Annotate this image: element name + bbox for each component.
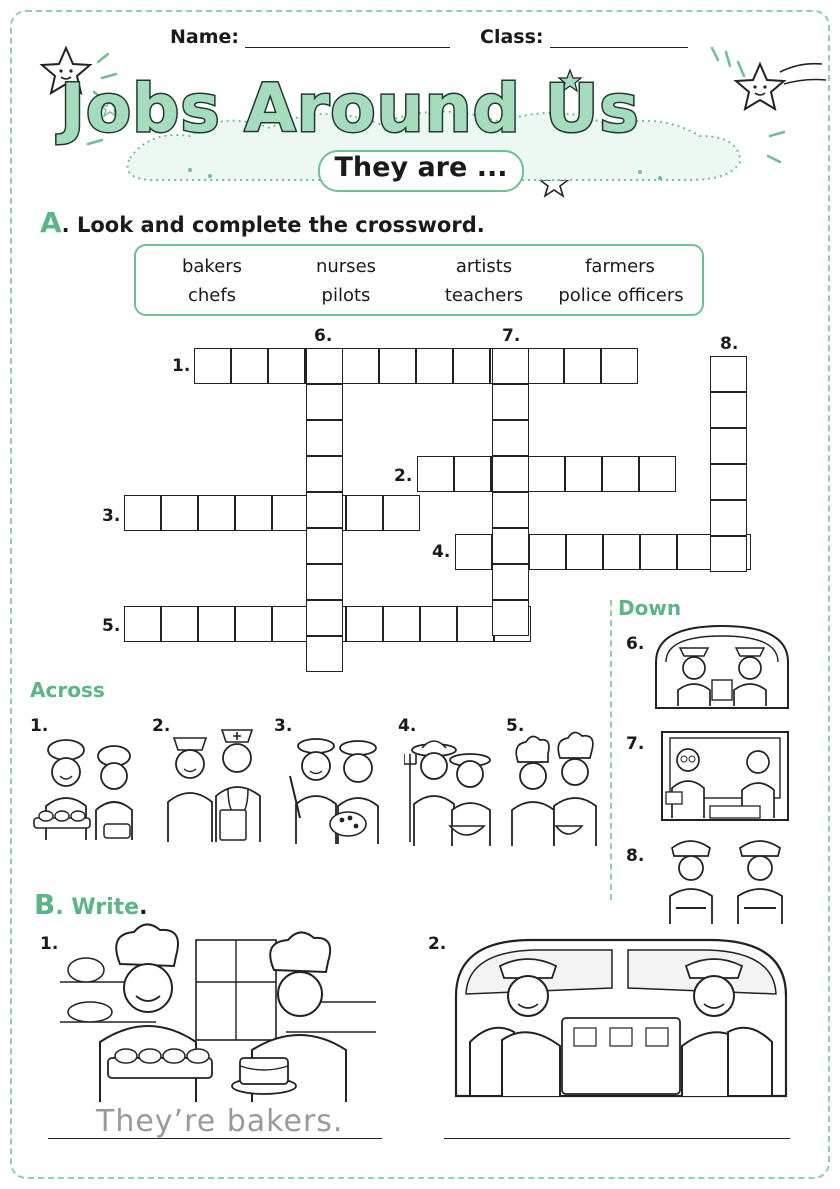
crossword-cell[interactable] (306, 564, 343, 600)
word-bank-item: teachers (444, 285, 524, 306)
page-title: Jobs Around Us (60, 70, 640, 147)
crossword-cell[interactable] (710, 392, 747, 428)
word-bank-item: nurses (315, 256, 377, 277)
section-a-letter: A (40, 206, 62, 239)
crossword-cell[interactable] (492, 564, 529, 600)
crossword-cell[interactable] (306, 636, 343, 672)
clue-number-7: 7. (502, 326, 521, 346)
section-b-label: Write (71, 895, 140, 920)
across-picture-number: 3. (274, 716, 293, 736)
crossword-cell[interactable] (639, 456, 676, 492)
across-picture-number: 4. (398, 716, 417, 736)
crossword-cell[interactable] (566, 534, 603, 570)
teachers-picture (658, 728, 792, 826)
crossword-cell[interactable] (492, 528, 529, 564)
section-a-heading (40, 206, 485, 239)
crossword-cell[interactable] (124, 606, 161, 642)
farmers-picture (404, 734, 498, 850)
crossword-cell[interactable] (527, 348, 564, 384)
crossword-cell[interactable] (601, 348, 638, 384)
crossword-cell[interactable] (383, 495, 420, 531)
crossword-cell[interactable] (457, 606, 494, 642)
crossword-cell[interactable] (342, 348, 379, 384)
word-bank-item: pilots (321, 285, 371, 306)
crossword-cell[interactable] (603, 534, 640, 570)
down-heading: Down (618, 596, 682, 620)
crossword-cell[interactable] (235, 606, 272, 642)
crossword-cell[interactable] (194, 348, 231, 384)
crossword-cell[interactable] (528, 456, 565, 492)
crossword-cell[interactable] (346, 495, 383, 531)
bakers-kitchen-scene (56, 922, 380, 1104)
crossword-cell[interactable] (640, 534, 677, 570)
across-picture-number: 2. (152, 716, 171, 736)
clue-number-6: 6. (314, 326, 333, 346)
crossword-cell[interactable] (710, 428, 747, 464)
crossword-cell[interactable] (306, 528, 343, 564)
crossword-cell[interactable] (492, 348, 529, 384)
write-answer-example: They’re bakers. (96, 1104, 344, 1139)
artists-picture (286, 726, 390, 850)
crossword-cell[interactable] (492, 456, 529, 492)
crossword-cell[interactable] (492, 600, 529, 636)
word-bank-item: chefs (187, 285, 237, 306)
word-bank-item: farmers (585, 256, 655, 277)
down-picture-number: 7. (626, 734, 645, 754)
word-bank-item: artists (455, 256, 513, 277)
crossword-cell[interactable] (417, 456, 454, 492)
crossword-cell[interactable] (710, 536, 747, 572)
crossword-cell[interactable] (565, 456, 602, 492)
crossword-cell[interactable] (306, 492, 343, 528)
crossword-cell[interactable] (710, 356, 747, 392)
crossword-cell[interactable] (677, 534, 714, 570)
clue-number-3: 3. (102, 506, 121, 526)
across-picture-number: 5. (506, 716, 525, 736)
clue-number-1: 1. (172, 356, 191, 376)
down-picture-number: 8. (626, 846, 645, 866)
crossword-cell[interactable] (453, 348, 490, 384)
crossword-cell[interactable] (235, 495, 272, 531)
police-officers-picture (664, 836, 788, 928)
word-bank-item: bakers (181, 256, 243, 277)
star-right-icon (736, 64, 826, 109)
crossword-cell[interactable] (564, 348, 601, 384)
pilots-cockpit-scene (452, 936, 790, 1100)
crossword-cell[interactable] (161, 606, 198, 642)
crossword-cell[interactable] (306, 384, 343, 420)
crossword-cell[interactable] (231, 348, 268, 384)
pilots-picture (652, 622, 792, 714)
write-answer-line-2[interactable] (444, 1138, 790, 1139)
nurses-picture (156, 724, 268, 848)
column-divider (610, 600, 612, 900)
crossword-cell[interactable] (272, 606, 309, 642)
crossword-cell[interactable] (306, 420, 343, 456)
crossword-cell[interactable] (492, 492, 529, 528)
crossword-cell[interactable] (272, 495, 309, 531)
section-b-period: . (55, 895, 64, 920)
section-b-label-period: . (139, 895, 148, 920)
crossword-cell[interactable] (268, 348, 305, 384)
crossword-cell[interactable] (492, 420, 529, 456)
name-label: Name: (170, 26, 240, 48)
write-item-number: 2. (428, 934, 447, 954)
crossword-cell[interactable] (383, 606, 420, 642)
clue-number-2: 2. (394, 466, 413, 486)
crossword-cell[interactable] (346, 606, 383, 642)
across-picture-number: 1. (30, 716, 49, 736)
chefs-picture (506, 730, 602, 850)
write-item-number: 1. (40, 934, 59, 954)
section-b-letter: B (34, 888, 56, 921)
crossword-cell[interactable] (198, 606, 235, 642)
section-a-instruction: . Look and complete the crossword. (61, 213, 485, 237)
crossword-cell[interactable] (416, 348, 453, 384)
clue-number-8: 8. (720, 334, 739, 354)
word-bank (134, 244, 704, 316)
crossword-cell[interactable] (124, 495, 161, 531)
crossword-cell[interactable] (161, 495, 198, 531)
crossword-cell[interactable] (454, 456, 491, 492)
clue-number-5: 5. (102, 616, 121, 636)
crossword-cell[interactable] (529, 534, 566, 570)
crossword-cell[interactable] (602, 456, 639, 492)
across-heading: Across (30, 678, 105, 702)
subtitle: They are ... (334, 152, 508, 183)
class-label: Class: (480, 26, 544, 48)
word-bank-item: police officers (558, 285, 684, 306)
crossword-cell[interactable] (379, 348, 416, 384)
write-answer-line-1[interactable] (48, 1138, 382, 1139)
crossword-cell[interactable] (455, 534, 492, 570)
crossword-cell[interactable] (492, 384, 529, 420)
crossword-cell[interactable] (306, 600, 343, 636)
section-b-heading (34, 888, 147, 921)
crossword-cell[interactable] (198, 495, 235, 531)
crossword-cell[interactable] (306, 456, 343, 492)
bakers-picture (32, 730, 144, 850)
crossword-cell[interactable] (710, 464, 747, 500)
crossword-cell[interactable] (710, 500, 747, 536)
crossword-cell[interactable] (306, 348, 343, 384)
clue-number-4: 4. (432, 542, 451, 562)
down-picture-number: 6. (626, 634, 645, 654)
crossword-cell[interactable] (420, 606, 457, 642)
